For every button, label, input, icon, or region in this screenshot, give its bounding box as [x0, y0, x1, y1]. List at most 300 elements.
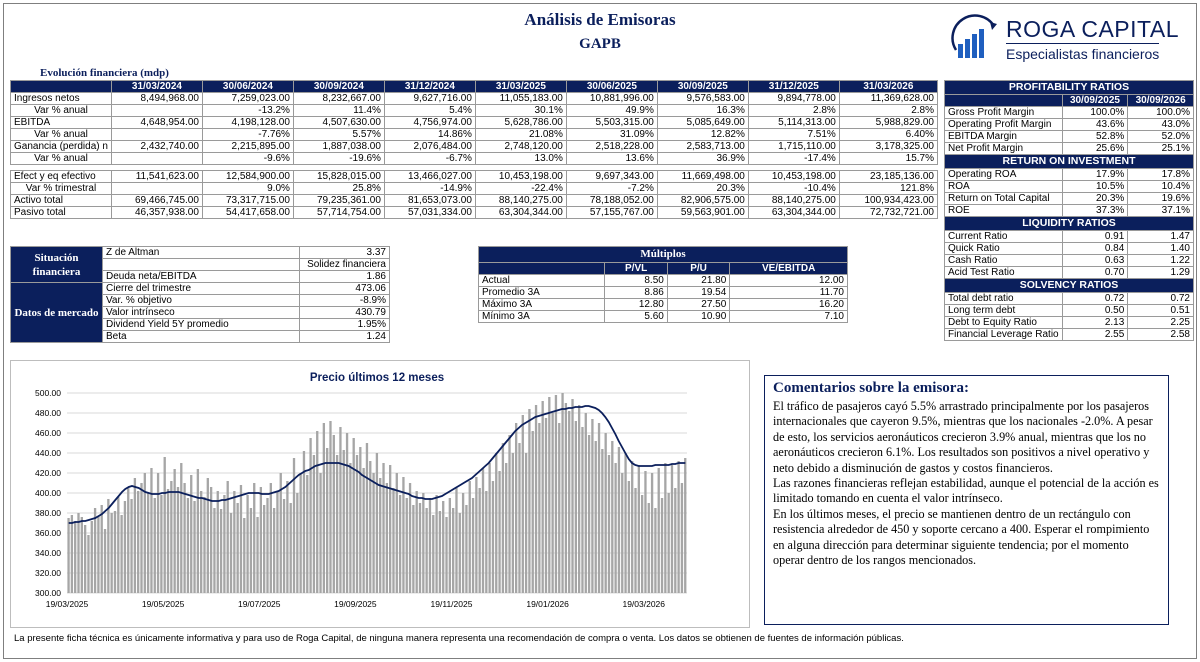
price-bar — [386, 483, 388, 593]
comments-title: Comentarios sobre la emisora: — [773, 380, 969, 396]
y-tick-label: 400.00 — [35, 488, 61, 498]
table-row — [11, 117, 938, 129]
price-bar — [661, 498, 663, 593]
price-bar — [296, 493, 298, 593]
price-bar — [558, 423, 560, 593]
row-value: 72,732,721.00 — [839, 207, 937, 219]
price-bar — [545, 418, 547, 593]
ratio-value: 0.51 — [1128, 305, 1194, 317]
row-value: 16.3% — [657, 105, 748, 117]
y-tick-label: 500.00 — [35, 388, 61, 398]
row-value: 79,235,361.00 — [293, 195, 384, 207]
row-value — [111, 183, 202, 195]
price-bar — [372, 473, 374, 593]
ratio-value: 2.13 — [1062, 317, 1128, 329]
row-value: 20.3% — [657, 183, 748, 195]
price-bar — [91, 521, 93, 593]
table-row — [945, 293, 1194, 305]
ratio-value: 17.9% — [1062, 169, 1128, 181]
ratio-value: 1.47 — [1128, 231, 1194, 243]
ratio-value: 0.50 — [1062, 305, 1128, 317]
row-value: 57,031,334.00 — [384, 207, 475, 219]
price-bar — [379, 478, 381, 593]
y-tick-label: 320.00 — [35, 568, 61, 578]
price-bar — [515, 423, 517, 593]
row-value: 13,466,027.00 — [384, 171, 475, 183]
price-bar — [376, 453, 378, 593]
price-bar — [442, 501, 444, 593]
price-bar — [180, 463, 182, 593]
price-bar — [213, 508, 215, 593]
price-bar — [362, 468, 364, 593]
table-row — [945, 131, 1194, 143]
x-tick-label: 19/03/2026 — [622, 599, 666, 609]
report-title: Análisis de Emisoras — [524, 10, 676, 29]
price-bar — [333, 435, 335, 593]
mercado-label: Dividend Yield 5Y promedio — [103, 319, 300, 331]
price-bar — [555, 395, 557, 593]
price-bar — [532, 431, 534, 593]
table-row — [479, 287, 848, 299]
ratio-value: 10.5% — [1062, 181, 1128, 193]
row-value: 2,215,895.00 — [202, 141, 293, 153]
mercado-value: 430.79 — [300, 307, 390, 319]
price-bar — [197, 469, 199, 593]
z-altman-label: Z de Altman — [103, 247, 300, 259]
row-value: 10,881,996.00 — [566, 93, 657, 105]
price-bar — [177, 487, 179, 593]
report-header — [400, 10, 800, 53]
y-tick-label: 460.00 — [35, 428, 61, 438]
price-bar — [432, 515, 434, 593]
row-value: 46,357,938.00 — [111, 207, 202, 219]
multiples-row-label: Máximo 3A — [479, 299, 605, 311]
row-value: -17.4% — [748, 153, 839, 165]
row-value: 21.08% — [475, 129, 566, 141]
ratio-value: 2.58 — [1128, 329, 1194, 341]
row-value: 78,188,052.00 — [566, 195, 657, 207]
table-row — [945, 143, 1194, 155]
price-bar — [140, 483, 142, 593]
date-header: 31/12/2025 — [748, 81, 839, 93]
price-bar — [127, 487, 129, 593]
table-row — [945, 255, 1194, 267]
price-bar — [565, 403, 567, 593]
price-bar — [299, 473, 301, 593]
row-value: 11.4% — [293, 105, 384, 117]
table-row — [945, 243, 1194, 255]
row-value: -10.4% — [748, 183, 839, 195]
price-bar — [638, 465, 640, 593]
price-bar — [306, 475, 308, 593]
multiples-value: 11.70 — [730, 287, 848, 299]
price-bar — [389, 465, 391, 593]
row-value: 10,453,198.00 — [475, 171, 566, 183]
date-header: 30/06/2025 — [566, 81, 657, 93]
mercado-label: Cierre del trimestre — [103, 283, 300, 295]
ratio-value: 0.70 — [1062, 267, 1128, 279]
row-value: 14.86% — [384, 129, 475, 141]
row-value: 25.8% — [293, 183, 384, 195]
table-row — [11, 153, 938, 165]
mercado-label: Var. % objetivo — [103, 295, 300, 307]
price-bar — [71, 515, 73, 593]
price-bar — [227, 481, 229, 593]
price-bar — [240, 485, 242, 593]
price-bar — [210, 487, 212, 593]
multiples-value: 7.10 — [730, 311, 848, 323]
date-header: 30/09/2025 — [657, 81, 748, 93]
x-tick-label: 19/03/2025 — [45, 599, 89, 609]
price-bar — [644, 471, 646, 593]
row-value: 2,432,740.00 — [111, 141, 202, 153]
row-value: 9,576,583.00 — [657, 93, 748, 105]
price-bar — [591, 419, 593, 593]
price-bar — [164, 457, 166, 593]
price-bar — [84, 525, 86, 593]
price-bar — [634, 488, 636, 593]
table-row — [945, 231, 1194, 243]
date-header: 30/06/2024 — [202, 81, 293, 93]
price-bar — [187, 498, 189, 593]
comment-paragraph: El tráfico de pasajeros cayó 5.5% arrastrado principalmente por los pasajeros internacionales que cayeron 9.5%, mientras que los nacionales -2.0%. A pesar de esto, los servicios aeronáuticos crecieron 3.9% anual, mientras que los no aeronáuticos crecieron 6.1%. Los resultados son positivos a nivel operativo y neto debido a disminución de gastos y costos financieros. — [773, 399, 1153, 475]
brand-tagline: Especialistas financieros — [1006, 43, 1159, 62]
price-bar — [382, 463, 384, 593]
row-value — [111, 129, 202, 141]
row-value: 4,198,128.00 — [202, 117, 293, 129]
ratio-value: 43.6% — [1062, 119, 1128, 131]
price-bar — [465, 505, 467, 593]
row-value: -7.76% — [202, 129, 293, 141]
row-label: Ingresos netos — [11, 93, 112, 105]
row-value: 1,715,110.00 — [748, 141, 839, 153]
row-value: 5,114,313.00 — [748, 117, 839, 129]
price-bar — [416, 491, 418, 593]
ratio-section-title: LIQUIDITY RATIOS — [945, 217, 1194, 231]
bar-chart-logo-icon — [950, 14, 1000, 62]
price-bar — [67, 518, 69, 593]
price-bar — [243, 518, 245, 593]
date-header: 31/03/2026 — [839, 81, 937, 93]
ratio-value: 0.72 — [1062, 293, 1128, 305]
price-bar — [323, 423, 325, 593]
row-value: 69,466,745.00 — [111, 195, 202, 207]
row-value: 15.7% — [839, 153, 937, 165]
table-row — [11, 183, 938, 195]
price-bar — [117, 497, 119, 593]
x-tick-label: 19/07/2025 — [237, 599, 281, 609]
price-bar — [542, 401, 544, 593]
price-bar — [273, 508, 275, 593]
row-value: 8,494,968.00 — [111, 93, 202, 105]
comment-paragraph: En los últimos meses, el precio se mantienen dentro de un rectángulo con resistencia alrededor de 450 y soporte cercano a 400. Esperar el rompimiento en alguna dirección para determinar siguiente tendencia; por el momento operar dentro de los rangos mencionados. — [773, 506, 1150, 568]
price-bar — [329, 421, 331, 593]
price-bar — [409, 483, 411, 593]
row-value: 9,894,778.00 — [748, 93, 839, 105]
row-label: Var % anual — [11, 153, 112, 165]
row-value — [111, 153, 202, 165]
table-row — [479, 299, 848, 311]
price-bar — [263, 505, 265, 593]
ratio-section-title: PROFITABILITY RATIOS — [945, 81, 1194, 95]
row-value: 100,934,423.00 — [839, 195, 937, 207]
price-bar — [134, 478, 136, 593]
price-bar — [502, 443, 504, 593]
comment-paragraph: Las razones financieras reflejan estabilidad, aunque el potencial de la acción es limitado tomando en cuenta el valor intrínseco. — [773, 476, 1159, 506]
price-bar — [402, 477, 404, 593]
price-bar — [233, 491, 235, 593]
price-bar — [412, 505, 414, 593]
ratio-value: 2.55 — [1062, 329, 1128, 341]
table-row — [945, 107, 1194, 119]
price-bar — [399, 495, 401, 593]
price-bar — [425, 508, 427, 593]
price-bar — [598, 423, 600, 593]
row-value: 23,185,136.00 — [839, 171, 937, 183]
row-value: 11,541,623.00 — [111, 171, 202, 183]
row-value: 2.8% — [839, 105, 937, 117]
price-bar — [359, 447, 361, 593]
price-bar — [114, 511, 116, 593]
ticker: GAPB — [579, 36, 621, 52]
row-value: 2,583,713.00 — [657, 141, 748, 153]
multiples-value: 16.20 — [730, 299, 848, 311]
table-row — [11, 105, 938, 117]
ratio-value: 19.6% — [1128, 193, 1194, 205]
deuda-ebitda-value: 1.86 — [300, 271, 390, 283]
ratio-value: 10.4% — [1128, 181, 1194, 193]
price-bar — [479, 488, 481, 593]
price-bar — [435, 495, 437, 593]
ratio-label: Acid Test Ratio — [945, 267, 1063, 279]
table-row — [945, 267, 1194, 279]
price-bar — [236, 503, 238, 593]
row-label: Ganancia (perdida) n — [11, 141, 112, 153]
multiples-row-label: Actual — [479, 275, 605, 287]
row-value: 2.8% — [748, 105, 839, 117]
price-bar — [290, 503, 292, 593]
table-row — [11, 171, 938, 183]
price-bar — [353, 438, 355, 593]
price-bar — [253, 483, 255, 593]
row-value: 81,653,073.00 — [384, 195, 475, 207]
price-bar — [575, 421, 577, 593]
price-bar — [137, 491, 139, 593]
row-value: 82,906,575.00 — [657, 195, 748, 207]
price-bar — [522, 415, 524, 593]
price-bar — [571, 399, 573, 593]
brand-name: ROGA CAPITAL — [1006, 16, 1180, 42]
mercado-label: Beta — [103, 331, 300, 343]
row-value: 2,076,484.00 — [384, 141, 475, 153]
price-bar — [207, 478, 209, 593]
price-bar — [160, 495, 162, 593]
price-bar — [581, 427, 583, 593]
multiples-value: 21.80 — [667, 275, 729, 287]
price-bar — [74, 521, 76, 593]
ratio-value: 100.0% — [1062, 107, 1128, 119]
price-bar — [220, 509, 222, 593]
multiples-table — [478, 246, 848, 323]
price-bar — [568, 411, 570, 593]
financials-section-label: Evolución financiera (mdp) — [40, 67, 169, 79]
row-value: 11,369,628.00 — [839, 93, 937, 105]
x-tick-label: 19/11/2025 — [430, 599, 473, 609]
row-value: 11,055,183.00 — [475, 93, 566, 105]
row-value: 30.1% — [475, 105, 566, 117]
row-value: 9,697,343.00 — [566, 171, 657, 183]
price-bar — [614, 463, 616, 593]
ratio-value: 0.63 — [1062, 255, 1128, 267]
row-value: 3,178,325.00 — [839, 141, 937, 153]
row-value: 12.82% — [657, 129, 748, 141]
price-bar — [651, 473, 653, 593]
comments-box — [764, 375, 1169, 625]
table-row — [11, 129, 938, 141]
price-bar — [346, 433, 348, 593]
price-bar — [154, 498, 156, 593]
mercado-value: -8.9% — [300, 295, 390, 307]
price-bar — [223, 495, 225, 593]
price-bar — [648, 503, 650, 593]
ratio-value: 37.1% — [1128, 205, 1194, 217]
ratio-value: 25.1% — [1128, 143, 1194, 155]
price-bar — [336, 455, 338, 593]
price-chart — [10, 360, 750, 628]
row-value: 73,317,715.00 — [202, 195, 293, 207]
header-corner — [11, 81, 112, 93]
table-row — [945, 181, 1194, 193]
ratio-value: 100.0% — [1128, 107, 1194, 119]
row-value: -22.4% — [475, 183, 566, 195]
ratio-label: Operating ROA — [945, 169, 1063, 181]
price-bar — [664, 463, 666, 593]
price-bar — [601, 449, 603, 593]
price-bar — [286, 481, 288, 593]
ratio-value: 20.3% — [1062, 193, 1128, 205]
price-bar — [309, 438, 311, 593]
price-bar — [505, 463, 507, 593]
price-bar — [349, 463, 351, 593]
row-value: 5.4% — [384, 105, 475, 117]
price-bar — [535, 405, 537, 593]
price-bar — [94, 508, 96, 593]
row-value: 36.9% — [657, 153, 748, 165]
x-tick-label: 19/01/2026 — [526, 599, 569, 609]
ratio-label: Gross Profit Margin — [945, 107, 1063, 119]
multiples-row-label: Promedio 3A — [479, 287, 605, 299]
price-bar — [87, 535, 89, 593]
row-value: 12,584,900.00 — [202, 171, 293, 183]
ratio-value: 25.6% — [1062, 143, 1128, 155]
multiples-value: 8.86 — [605, 287, 667, 299]
row-label: Var % trimestral — [11, 183, 112, 195]
y-tick-label: 300.00 — [35, 588, 61, 598]
price-bar — [230, 513, 232, 593]
table-row — [945, 119, 1194, 131]
ratio-value: 17.8% — [1128, 169, 1194, 181]
table-row — [11, 141, 938, 153]
row-value: 10,453,198.00 — [748, 171, 839, 183]
table-row — [945, 205, 1194, 217]
price-bar — [462, 493, 464, 593]
price-bar — [472, 498, 474, 593]
ratio-value: 52.8% — [1062, 131, 1128, 143]
price-bar — [107, 499, 109, 593]
row-value: 57,714,754.00 — [293, 207, 384, 219]
price-bar — [641, 495, 643, 593]
price-bar — [319, 473, 321, 593]
row-value: 13.6% — [566, 153, 657, 165]
price-bar — [256, 517, 258, 593]
mercado-value: 1.95% — [300, 319, 390, 331]
table-row — [11, 195, 938, 207]
price-bar — [313, 455, 315, 593]
price-bar — [167, 489, 169, 593]
row-value: -13.2% — [202, 105, 293, 117]
row-value: 5,503,315.00 — [566, 117, 657, 129]
row-label: Activo total — [11, 195, 112, 207]
price-bar — [111, 513, 113, 593]
price-bar — [512, 453, 514, 593]
row-value: 11,669,498.00 — [657, 171, 748, 183]
row-value: 6.40% — [839, 129, 937, 141]
row-label: Var % anual — [11, 129, 112, 141]
price-bar — [605, 433, 607, 593]
price-bar — [250, 508, 252, 593]
row-label: Efect y eq efectivo — [11, 171, 112, 183]
financials-table — [10, 80, 938, 219]
price-bar — [578, 405, 580, 593]
ratio-label: ROE — [945, 205, 1063, 217]
x-tick-label: 19/09/2025 — [334, 599, 377, 609]
situacion-title: Situación financiera — [11, 247, 103, 283]
price-bar — [498, 471, 500, 593]
multiples-value: 19.54 — [667, 287, 729, 299]
multiples-value: 27.50 — [667, 299, 729, 311]
multiples-col-header: P/VL — [605, 263, 667, 275]
ratio-label: Current Ratio — [945, 231, 1063, 243]
row-value: -19.6% — [293, 153, 384, 165]
price-bar — [439, 511, 441, 593]
price-bar — [203, 497, 205, 593]
price-bar — [518, 443, 520, 593]
price-bar — [406, 498, 408, 593]
price-bar — [677, 461, 679, 593]
price-chart-svg — [11, 361, 751, 629]
ratio-label: ROA — [945, 181, 1063, 193]
price-bar — [488, 463, 490, 593]
y-tick-label: 380.00 — [35, 508, 61, 518]
date-header: 31/03/2024 — [111, 81, 202, 93]
price-bar — [681, 483, 683, 593]
price-bar — [538, 423, 540, 593]
price-bar — [508, 435, 510, 593]
price-bar — [276, 491, 278, 593]
price-bar — [624, 453, 626, 593]
row-value: 88,140,275.00 — [475, 195, 566, 207]
price-bar — [495, 453, 497, 593]
ratio-label: Total debt ratio — [945, 293, 1063, 305]
ratios-table — [944, 80, 1194, 341]
row-value: 54,417,658.00 — [202, 207, 293, 219]
row-value: -7.2% — [566, 183, 657, 195]
date-header: 30/09/2024 — [293, 81, 384, 93]
price-bar — [200, 491, 202, 593]
price-bar — [671, 465, 673, 593]
multiples-value: 5.60 — [605, 311, 667, 323]
price-bar — [561, 393, 563, 593]
